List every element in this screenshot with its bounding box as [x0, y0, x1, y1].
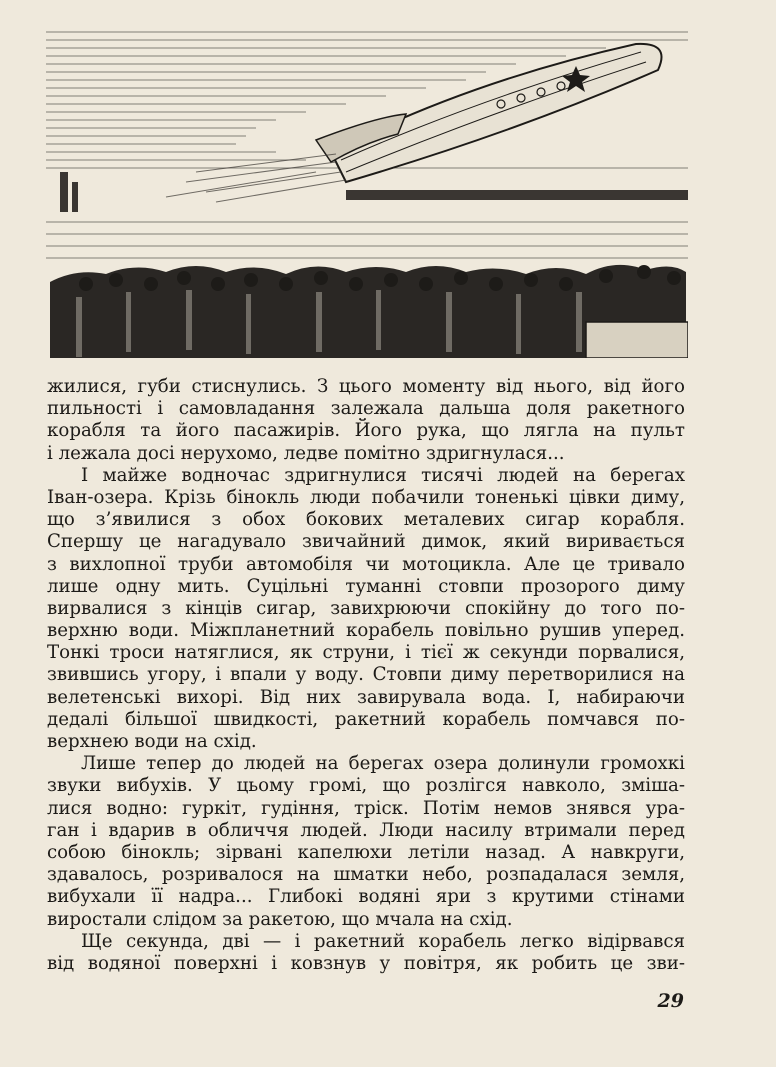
- text-line: жилися, губи стиснулись. З цього моменту від нього, від його: [47, 376, 685, 397]
- text-line: Спершу це нагадувало звичайний димок, який виривається: [47, 531, 685, 553]
- text-line: вибухали її надра... Глибокі водяні яри з крутими стінами: [47, 886, 685, 908]
- text-line: ган і вдарив в обличчя людей. Люди насилу втримали перед: [47, 819, 685, 841]
- text-line: І майже водночас здригнулися тисячі людей на берегах: [81, 464, 685, 486]
- text-line: пильності і самовладання залежала дальша доля ракетного: [47, 398, 685, 420]
- body-text: [47, 376, 685, 975]
- text-line: здавалось, розривалося на шматки небо, розпадалася земля,: [47, 864, 685, 886]
- text-line: Тонкі троси натяглися, як струни, і тієї ж секунди порвалися,: [47, 642, 685, 664]
- text-line: вирвалися з кінців сигар, завихрюючи спокійну до того по-: [47, 597, 685, 619]
- text-line: лише одну мить. Суцільні туманні стовпи прозорого диму: [47, 575, 685, 597]
- text-line: від водяної поверхні і ковзнув у повітря, як робить це зви-: [47, 952, 685, 974]
- text-line: велетенські вихорі. Від них завирувала вода. І, набираючи: [47, 686, 685, 708]
- text-line: звуки вибухів. У цьому громі, що розлігся навколо, зміша-: [47, 775, 685, 797]
- text-line: верхнею води на схід.: [47, 731, 257, 752]
- text-line: верхню води. Міжпланетний корабель повільно рушив уперед.: [47, 620, 685, 642]
- text-line: що з’явилися з обох бокових металевих сигар корабля.: [47, 509, 685, 531]
- rocket-launch-illustration: [46, 22, 688, 358]
- text-line: корабля та його пасажирів. Його рука, що лягла на пульт: [47, 420, 685, 442]
- text-line: лися водно: гуркіт, гудіння, тріск. Потім немов знявся ура-: [47, 797, 685, 819]
- text-line: Лише тепер до людей на берегах озера долинули громохкі: [81, 753, 685, 775]
- text-line: виростали слідом за ракетою, що мчала на схід.: [47, 908, 513, 930]
- page-number: 29: [657, 990, 684, 1012]
- text-line: з вихлопної труби автомобіля чи мотоцикла. Але це тривало: [47, 553, 685, 575]
- text-line: звившись угору, і впали у воду. Стовпи диму перетворилися на: [47, 664, 685, 686]
- rocket-icon: [166, 44, 662, 202]
- text-line: і лежала досі нерухомо, ледве помітно здригнулася...: [47, 442, 565, 464]
- text-line: дедалі більшої швидкості, ракетний корабель помчався по-: [47, 708, 685, 730]
- text-line: Іван-озера. Крізь бінокль люди побачили тоненькі цівки диму,: [47, 486, 685, 508]
- text-line: Ще секунда, дві — і ракетний корабель легко відірвався: [81, 930, 685, 952]
- text-line: собою бінокль; зірвані капелюхи летіли назад. А навкруги,: [47, 841, 685, 863]
